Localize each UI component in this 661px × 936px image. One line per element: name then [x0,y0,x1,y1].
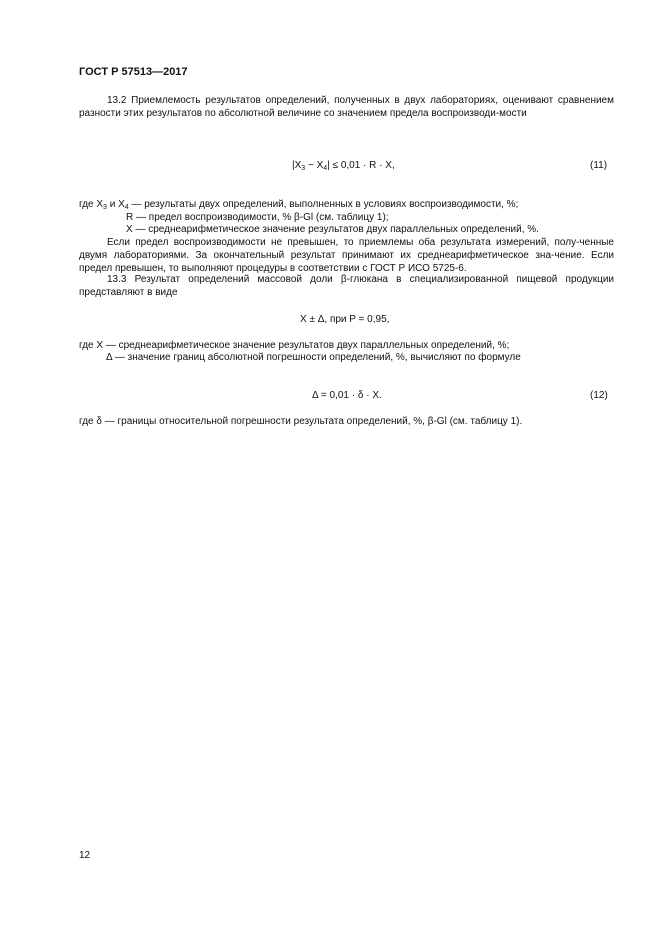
formula-11-part-a: |X [292,160,302,171]
where-11-rest: — результаты двух определений, выполненных в условиях воспроизводимости, %; [128,199,519,210]
formula-12-number: (12) [590,390,608,401]
where-11-sub-3: 3 [103,204,107,211]
where-11-prefix: где X [79,199,104,210]
where-11-sub-4: 4 [124,204,129,211]
clause-13-2: 13.2 Приемлемость результатов определений, полученных в двух лабораториях, оценивают сравнением разности этих результатов по абсолютной величине со значением предела воспроизводи-мости [79,95,614,119]
where-12-line: где δ — границы относительной погрешности результата определений, %, β-Gl (см. таблицу 1). [79,416,523,427]
formula-12: Δ = 0,01 · δ · X. [312,390,382,401]
formula-11-sub-4: 4 [323,165,328,172]
formula-11-part-c: | ≤ 0,01 · R · X, [327,160,395,171]
where-11-mid: и X [106,199,125,210]
where-11-line-2: R — предел воспроизводимости, % β-Gl (см. таблицу 1); [126,212,389,223]
where-result-line-2: Δ — значение границ абсолютной погрешности определений, %, вычисляют по формуле [106,352,521,363]
standard-header: ГОСТ Р 57513—2017 [79,66,188,78]
paragraph-reproducibility: Если предел воспроизводимости не превышен, то приемлемы оба результата измерений, полу-ченные двумя лабораториями. За окончательный результат принимают их среднеарифметическое зна-чение. Если предел превышен, то выполняют процедуры в соответствии с ГОСТ Р ИСО 5725-6. [79,237,614,274]
formula-11-sub-3: 3 [301,165,306,172]
formula-11-number: (11) [590,160,608,171]
where-result-line-1: где X — среднеарифметическое значение результатов двух параллельных определений, %; [79,340,510,351]
where-11-line-1 [79,198,518,211]
clause-13-3: 13.3 Результат определений массовой доли β-глюкана в специализированной пищевой продукции представляют в виде [79,274,614,298]
page-number: 12 [79,850,91,861]
formula-11 [292,159,395,172]
formula-11-part-b: − X [305,160,324,171]
result-formula: X ± Δ, при P = 0,95, [300,314,390,325]
where-11-line-3: X — среднеарифметическое значение результатов двух параллельных определений, %. [126,224,539,235]
